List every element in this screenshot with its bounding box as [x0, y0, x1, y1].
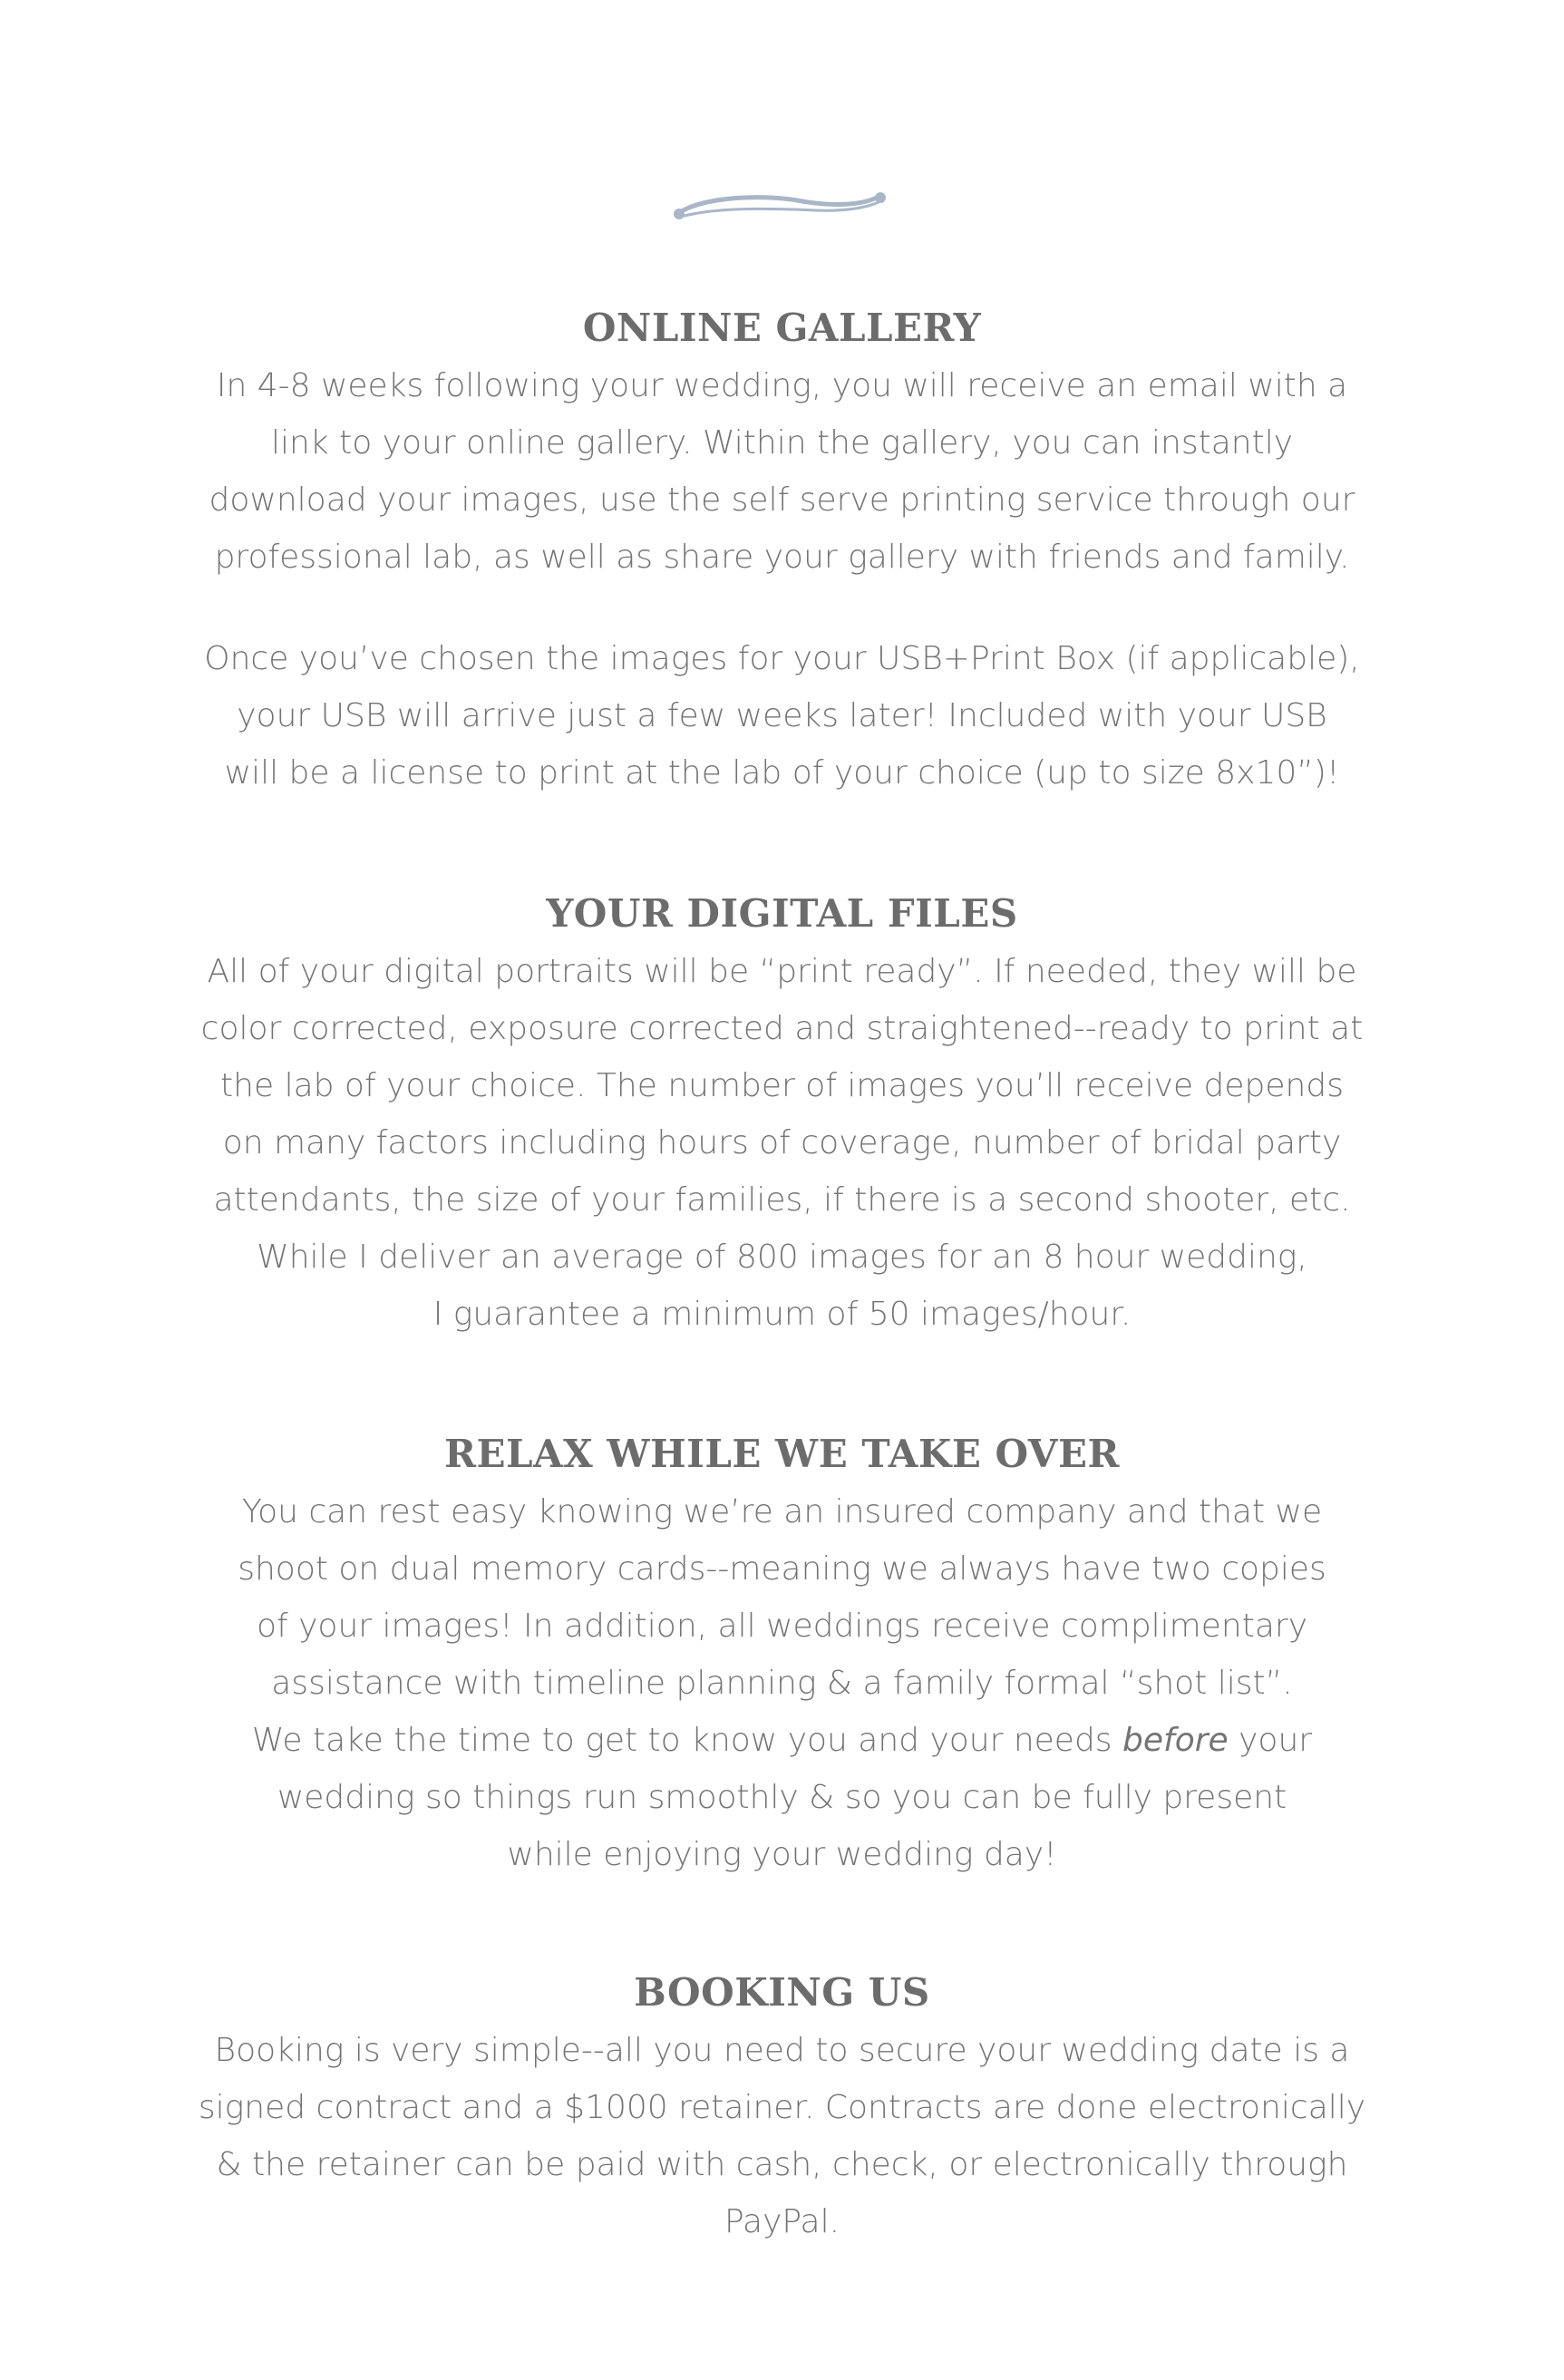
text-line: the lab of your choice. The number of images you’ll receive depends: [220, 1067, 1344, 1104]
relax-section: [127, 1429, 1437, 1883]
text-line: shoot on dual memory cards--meaning we always have two copies: [238, 1550, 1326, 1588]
online-gallery-heading: ONLINE GALLERY: [582, 306, 982, 350]
text-fragment: your: [1228, 1722, 1313, 1759]
text-line: download your images, use the self serve printing service through our: [209, 481, 1355, 519]
text-line: [127, 1712, 1437, 1769]
text-line: will be a license to print at the lab of your choice (up to size 8x10”)!: [224, 754, 1340, 792]
text-line: professional lab, as well as share your gallery with friends and family.: [214, 539, 1350, 576]
online-gallery-section: [127, 303, 1437, 801]
text-line: All of your digital portraits will be “print ready”. If needed, they will be: [207, 953, 1357, 990]
flourish-divider-icon: [666, 181, 893, 225]
text-line: of your images! In addition, all weddings receive complimentary: [256, 1608, 1307, 1645]
text-line: while enjoying your wedding day!: [507, 1836, 1057, 1873]
digital-files-section: [127, 889, 1437, 1343]
text-line: PayPal.: [724, 2203, 840, 2240]
relax-paragraph: [127, 1483, 1437, 1883]
digital-files-heading: YOUR DIGITAL FILES: [546, 891, 1018, 936]
text-line: Once you’ve chosen the images for your USB+Print Box (if applicable),: [204, 640, 1360, 677]
text-line: color corrected, exposure corrected and straightened--ready to print at: [200, 1010, 1364, 1047]
text-line: Booking is very simple--all you need to secure your wedding date is a: [214, 2032, 1350, 2069]
relax-heading: RELAX WHILE WE TAKE OVER: [444, 1432, 1120, 1476]
booking-section: [127, 1967, 1437, 2250]
text-line: link to your online gallery. Within the gallery, you can instantly: [270, 424, 1294, 461]
text-line: signed contract and a $1000 retainer. Contracts are done electronically: [198, 2089, 1366, 2126]
text-line: & the retainer can be paid with cash, check, or electronically through: [216, 2146, 1348, 2183]
text-line: In 4-8 weeks following your wedding, you will receive an email with a: [216, 367, 1348, 404]
text-line: on many factors including hours of coverage, number of bridal party: [222, 1124, 1342, 1161]
text-line: wedding so things run smoothly & so you can be fully present: [277, 1779, 1287, 1816]
paragraph-gap: [127, 586, 1437, 630]
text-line: While I deliver an average of 800 images for an 8 hour wedding,: [257, 1239, 1307, 1276]
text-line: You can rest easy knowing we’re an insured company and that we: [241, 1493, 1323, 1530]
online-gallery-paragraph-2: [127, 630, 1437, 801]
text-line: I guarantee a minimum of 50 images/hour.: [432, 1296, 1132, 1333]
text-fragment: We take the time to get to know you and your needs: [251, 1722, 1123, 1759]
booking-paragraph: [127, 2022, 1437, 2250]
text-line: attendants, the size of your families, if there is a second shooter, etc.: [213, 1181, 1351, 1219]
text-line: your USB will arrive just a few weeks later! Included with your USB: [237, 697, 1327, 734]
booking-heading: BOOKING US: [634, 1970, 930, 2015]
digital-files-paragraph: [127, 943, 1437, 1343]
text-line: assistance with timeline planning & a family formal “shot list”.: [271, 1665, 1293, 1702]
online-gallery-paragraph-1: [127, 357, 1437, 586]
emphasis-text: before: [1122, 1722, 1229, 1759]
